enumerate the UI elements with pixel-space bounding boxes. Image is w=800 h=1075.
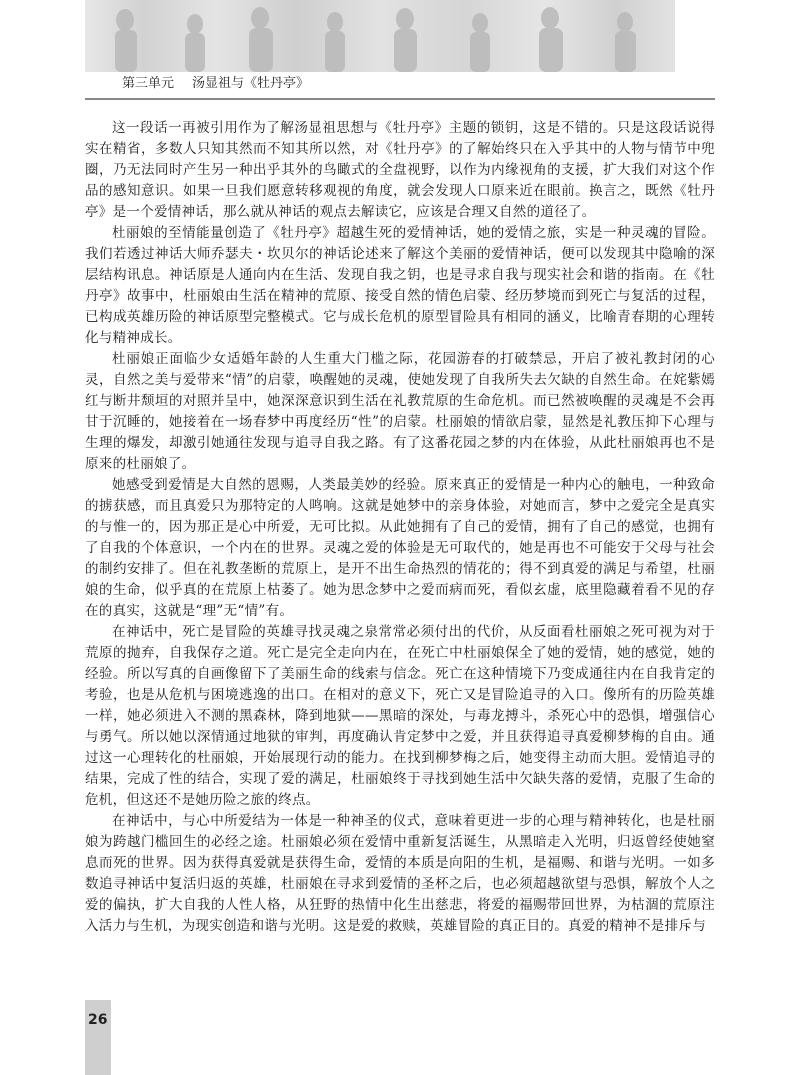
running-header [122,72,309,96]
header-divider [85,98,715,100]
page-number: 26 [88,1012,108,1028]
mural-figures-graphic [85,0,675,72]
paragraph: 在神话中，死亡是冒险的英雄寻找灵魂之泉常常必须付出的代价，从反面看杜丽娘之死可视为对于荒原的抛弃，自我保存之道。死亡是完全走向内在，在死亡中杜丽娘保全了她的爱情，她的感觉，她的经验。所以写真的自画像留下了美丽生命的线索与信念。死亡在这种情境下乃变成通往内在自我肯定的考验，也是从危机与困境逃逸的出口。在相对的意义下，死亡又是冒险追寻的入口。像所有的历险英雄一样，她必须进入不测的黑森林，降到地狱——黑暗的深处，与毒龙搏斗，杀死心中的恐惧，增强信心与勇气。所以她以深情通过地狱的审判，再度确认肯定梦中之爱，并且获得追寻真爱柳梦梅的自由。通过这一心理转化的杜丽娘，开始展现行动的能力。在找到柳梦梅之后，她变得主动而大胆。爱情追寻的结果，完成了性的结合，实现了爱的满足，杜丽娘终于寻找到她生活中欠缺失落的爱情，克服了生命的危机，但这还不是她历险之旅的终点。 [85,624,715,808]
chapter-title: 汤显祖与《牡丹亭》 [192,76,310,91]
header-mural-image [85,0,675,72]
paragraph: 杜丽娘正面临少女适婚年龄的人生重大门槛之际，花园游春的打破禁忌，开启了被礼教封闭的心灵，自然之美与爱带来“情”的启蒙，唤醒她的灵魂，使她发现了自我所失去欠缺的自然生命。在姹紫嫣红与断井颓垣的对照并呈中，她深深意识到生活在礼教荒原的生命危机。而已然被唤醒的灵魂是不会再甘于沉睡的，她接着在一场春梦中再度经历“性”的启蒙。杜丽娘的情欲启蒙，显然是礼教压抑下心理与生理的爆发，却激引她通往发现与追寻自我之路。有了这番花园之梦的内在体验，从此杜丽娘再也不是原来的杜丽娘了。 [85,351,715,472]
paragraph: 这一段话一再被引用作为了解汤显祖思想与《牡丹亭》主题的锁钥，这是不错的。只是这段话说得实在精省，多数人只知其然而不知其所以然，对《牡丹亭》的了解始终只在入乎其中的人物与情节中兜圈，乃无法同时产生另一种出乎其外的鸟瞰式的全盘视野，以作为内缘视角的支援，扩大我们对这个作品的感知意识。如果一旦我们愿意转移观视的角度，就会发现人口原来近在眼前。换言之，既然《牡丹亭》是一个爱情神话，那么就从神话的观点去解读它，应该是合理又自然的道径了。 [85,120,715,220]
unit-label: 第三单元 [122,76,175,91]
paragraph: 她感受到爱情是大自然的恩赐，人类最美妙的经验。原来真正的爱情是一种内心的触电，一种致命的掳获感，而且真爱只为那特定的人鸣响。这就是她梦中的亲身体验，对她而言，梦中之爱完全是真实的与惟一的，因为那正是心中所爱，无可比拟。从此她拥有了自己的爱情，拥有了自己的感觉，也拥有了自我的个体意识，一个内在的世界。灵魂之爱的体验是无可取代的，她是再也不可能安于父母与社会的制约安排了。但在礼教垄断的荒原上，是开不出生命热烈的情花的；得不到真爱的满足与希望，杜丽娘的生命，似乎真的在荒原上枯萎了。她为思念梦中之爱而病而死，看似玄虚，底里隐藏着看不见的存在的真实，这就是“理”无“情”有。 [85,477,715,619]
paragraph: 在神话中，与心中所爱结为一体是一种神圣的仪式，意味着更进一步的心理与精神转化，也是杜丽娘为跨越门槛回生的必经之途。杜丽娘必须在爱情中重新复活诞生，从黑暗走入光明，归返曾经使她窒息而死的世界。因为获得真爱就是获得生命，爱情的本质是向阳的生机，是福赐、和谐与光明。一如多数追寻神话中复活归返的英雄，杜丽娘在寻求到爱情的圣杯之后，也必须超越欲望与恐惧，解放个人之爱的偏执，扩大自我的人性人格，从狂野的热情中化生出慈悲，将爱的福赐带回世界，为枯涸的荒原注入活力与生机，为现实创造和谐与光明。这是爱的救赎，英雄冒险的真正目的。真爱的精神不是排斥与 [85,813,715,934]
body-text [85,118,715,937]
paragraph: 杜丽娘的至情能量创造了《牡丹亭》超越生死的爱情神话，她的爱情之旅，实是一种灵魂的冒险。我们若透过神话大师乔瑟夫・坎贝尔的神话论述来了解这个美丽的爱情神话，便可以发现其中隐喻的深层结构讯息。神话原是人通向内在生活、发现自我之钥，也是寻求自我与现实社会和谐的指南。在《牡丹亭》故事中，杜丽娘由生活在精神的荒原、接受自然的情色启蒙、经历梦境而到死亡与复活的过程，已构成英雄历险的神话原型完整模式。它与成长危机的原型冒险具有相同的涵义，比喻青春期的心理转化与精神成长。 [85,225,715,346]
